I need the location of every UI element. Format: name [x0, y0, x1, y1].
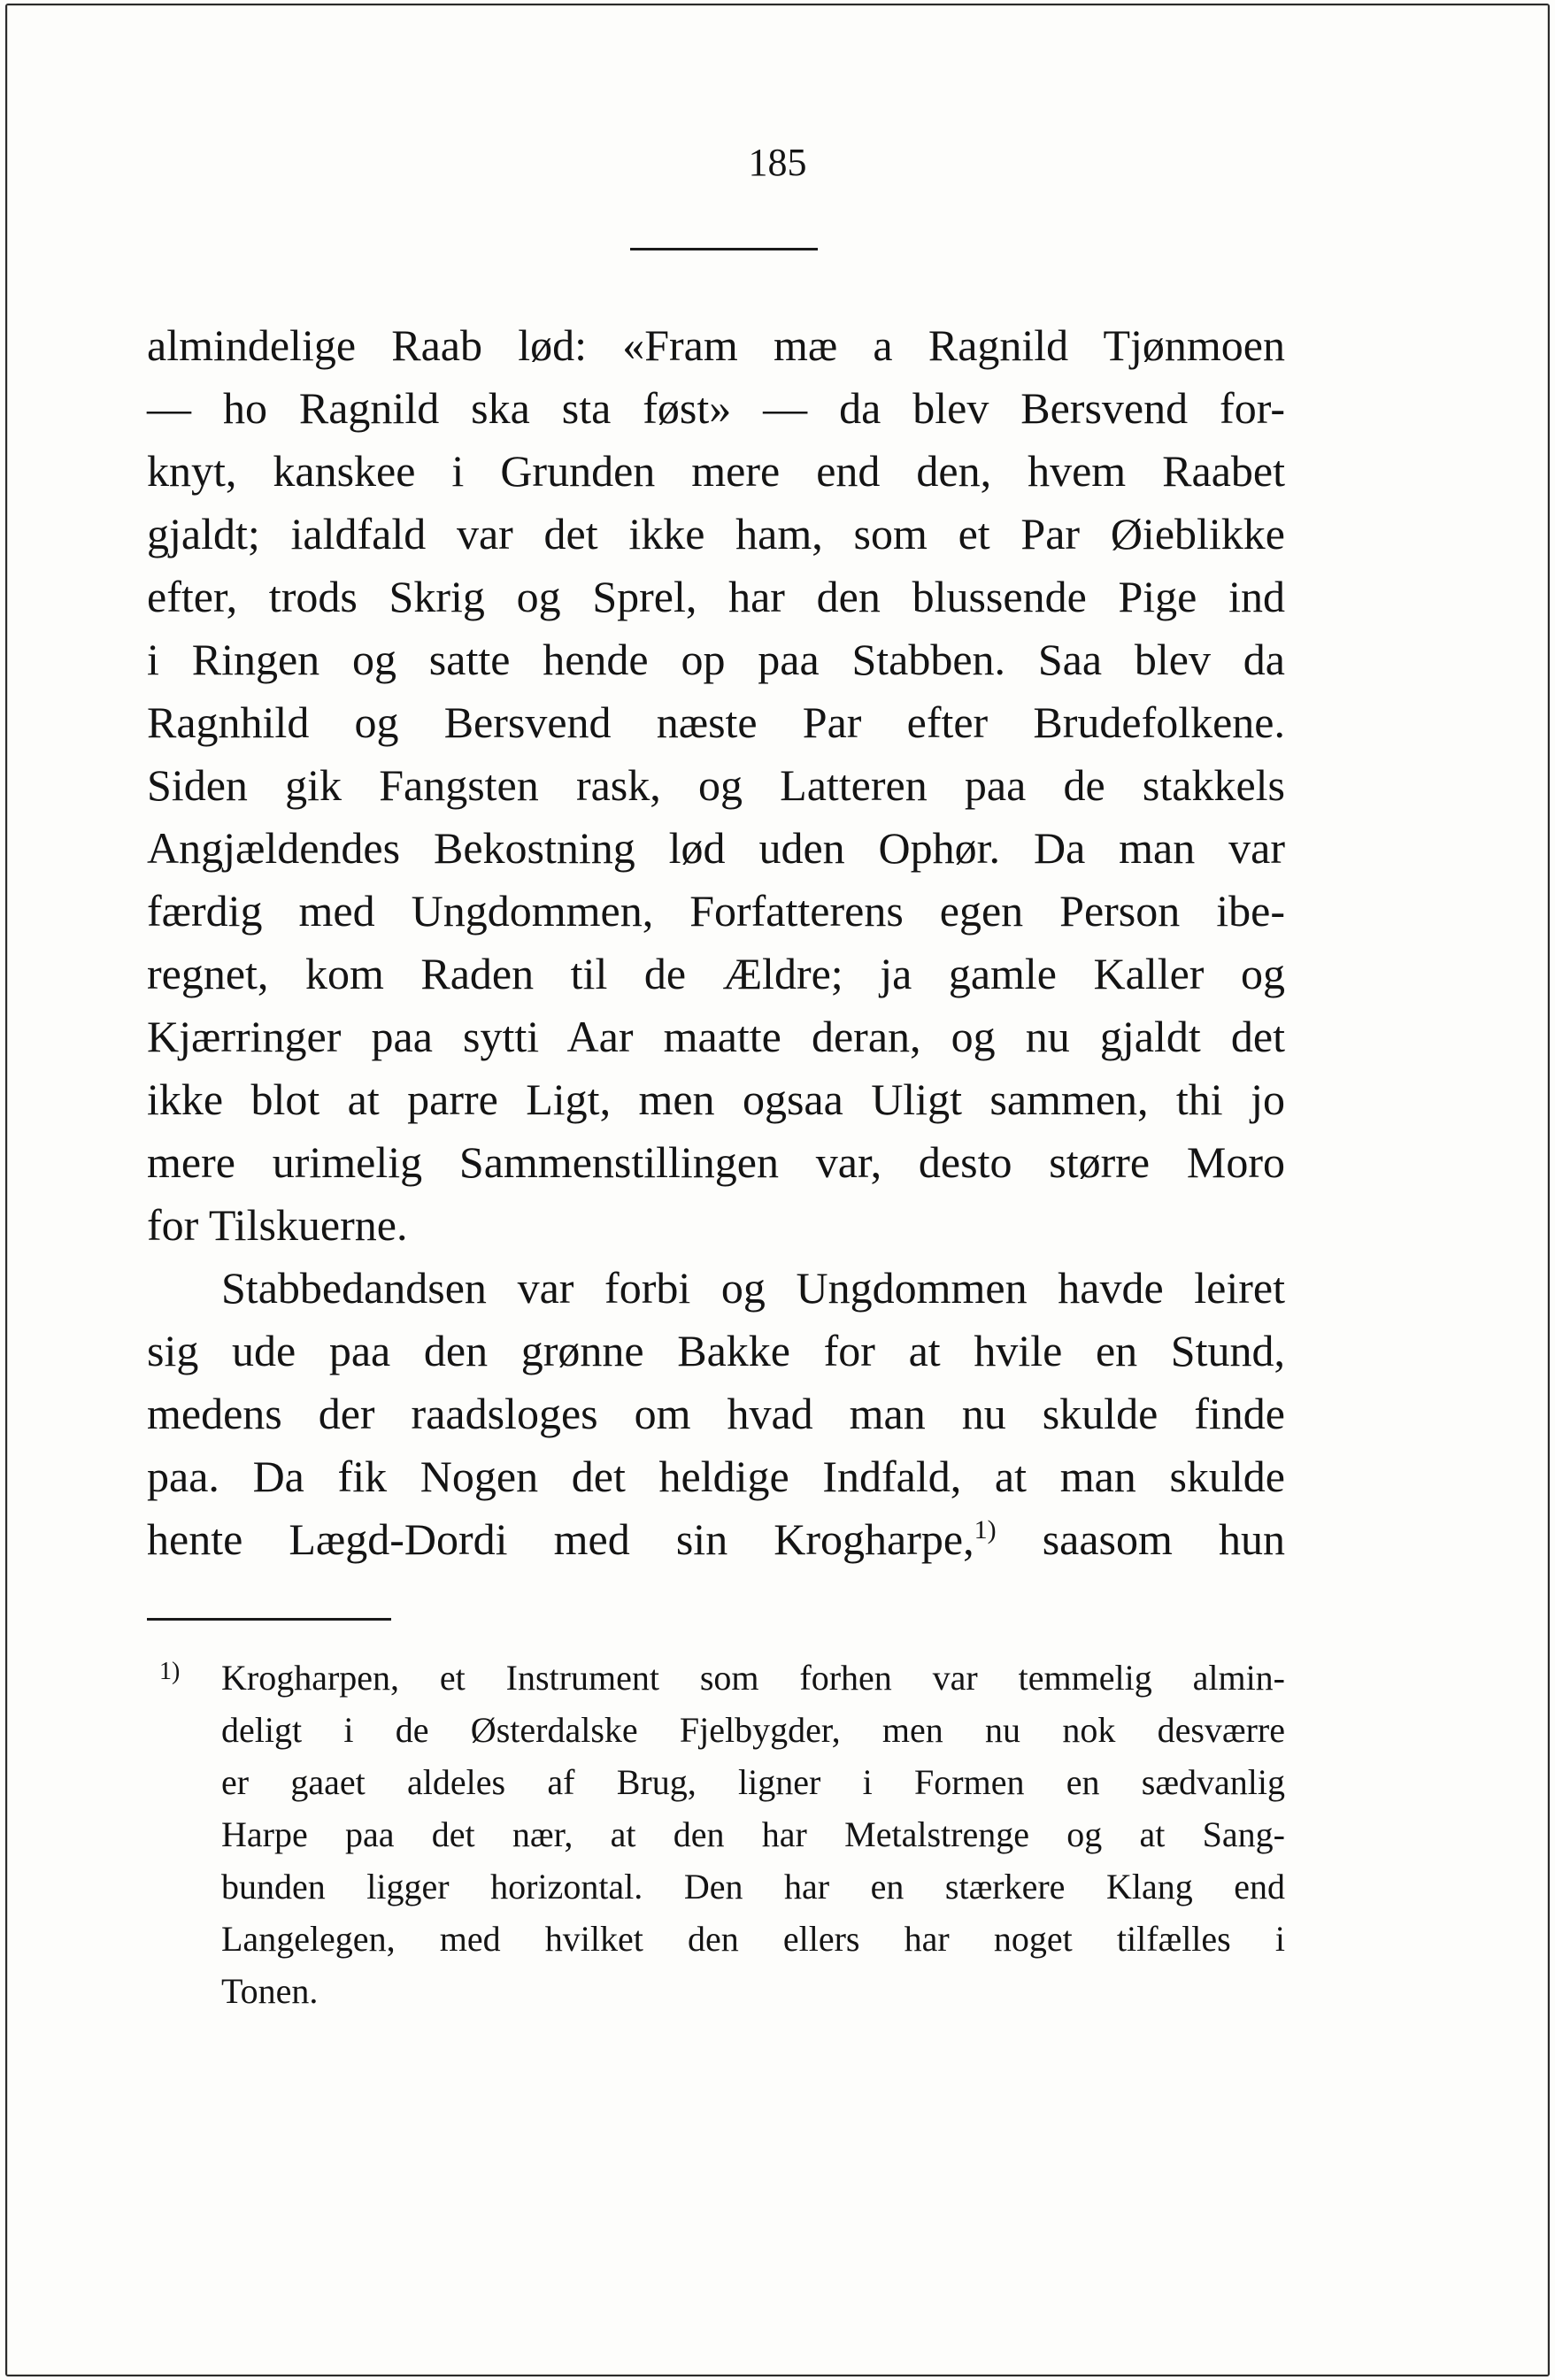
- body-line: Kjærringer paa sytti Aar maatte deran, og nu gjaldt det: [147, 1012, 1285, 1061]
- body-line: efter, trods Skrig og Sprel, har den blussende Pige ind: [147, 572, 1285, 621]
- footnote-text: [221, 1652, 1285, 2017]
- body-line: Siden gik Fangsten rask, og Latteren paa de stakkels: [147, 760, 1285, 810]
- body-line: ikke blot at parre Ligt, men ogsaa Uligt sammen, thi jo: [147, 1074, 1285, 1124]
- body-line: mere urimelig Sammenstillingen var, desto større Moro: [147, 1137, 1285, 1187]
- footnote-line: Langelegen, med hvilket den ellers har noget tilfælles i: [221, 1919, 1285, 1959]
- body-line: regnet, kom Raden til de Ældre; ja gamle Kaller og: [147, 949, 1285, 998]
- footnote-line: Tonen.: [221, 1971, 319, 2011]
- body-line: gjaldt; ialdfald var det ikke ham, som et Par Øieblikke: [147, 509, 1285, 558]
- body-line: paa. Da fik Nogen det heldige Indfald, at man skulde: [147, 1452, 1285, 1501]
- body-line-text-continued: saasom hun: [996, 1514, 1285, 1564]
- body-text: [147, 314, 1285, 1571]
- page-number: 185: [748, 141, 807, 184]
- body-line: almindelige Raab lød: «Fram mæ a Ragnild Tjønmoen: [147, 320, 1285, 370]
- footnote-line: Krogharpen, et Instrument som forhen var temmelig almin-: [221, 1658, 1285, 1698]
- body-line: Angjældendes Bekostning lød uden Ophør. Da man var: [147, 823, 1285, 873]
- body-line: for Tilskuerne.: [147, 1200, 408, 1250]
- body-line-text: hente Lægd-Dordi med sin Krogharpe,: [147, 1514, 974, 1564]
- body-line: sig ude paa den grønne Bakke for at hvile en Stund,: [147, 1326, 1285, 1375]
- body-line: — ho Ragnild ska sta føst» — da blev Bersvend for-: [147, 383, 1285, 433]
- body-line-paragraph-start: Stabbedandsen var forbi og Ungdommen havde leiret: [221, 1263, 1285, 1313]
- footnote-marker-label: 1): [159, 1658, 181, 1685]
- body-line-with-note: [147, 1508, 1285, 1571]
- footnote: [147, 1652, 1285, 2017]
- header-rule: [630, 248, 818, 250]
- footnote-reference: 1): [974, 1515, 997, 1544]
- footnote-line: er gaaet aldeles af Brug, ligner i Formen en sædvanlig: [221, 1762, 1285, 1802]
- footnote-marker: [159, 1652, 180, 1705]
- footnote-rule: [147, 1618, 391, 1621]
- footnote-line: deligt i de Østerdalske Fjelbygder, men nu nok desværre: [221, 1710, 1285, 1750]
- body-line: færdig med Ungdommen, Forfatterens egen Person ibe-: [147, 886, 1285, 936]
- body-line: i Ringen og satte hende op paa Stabben. Saa blev da: [147, 635, 1285, 684]
- body-line: Ragnhild og Bersvend næste Par efter Brudefolkene.: [147, 697, 1285, 747]
- body-line: knyt, kanskee i Grunden mere end den, hvem Raabet: [147, 446, 1285, 496]
- footnote-line: Harpe paa det nær, at den har Metalstrenge og at Sang-: [221, 1814, 1285, 1854]
- footnote-line: bunden ligger horizontal. Den har en stærkere Klang end: [221, 1867, 1285, 1906]
- body-line: medens der raadsloges om hvad man nu skulde finde: [147, 1389, 1285, 1438]
